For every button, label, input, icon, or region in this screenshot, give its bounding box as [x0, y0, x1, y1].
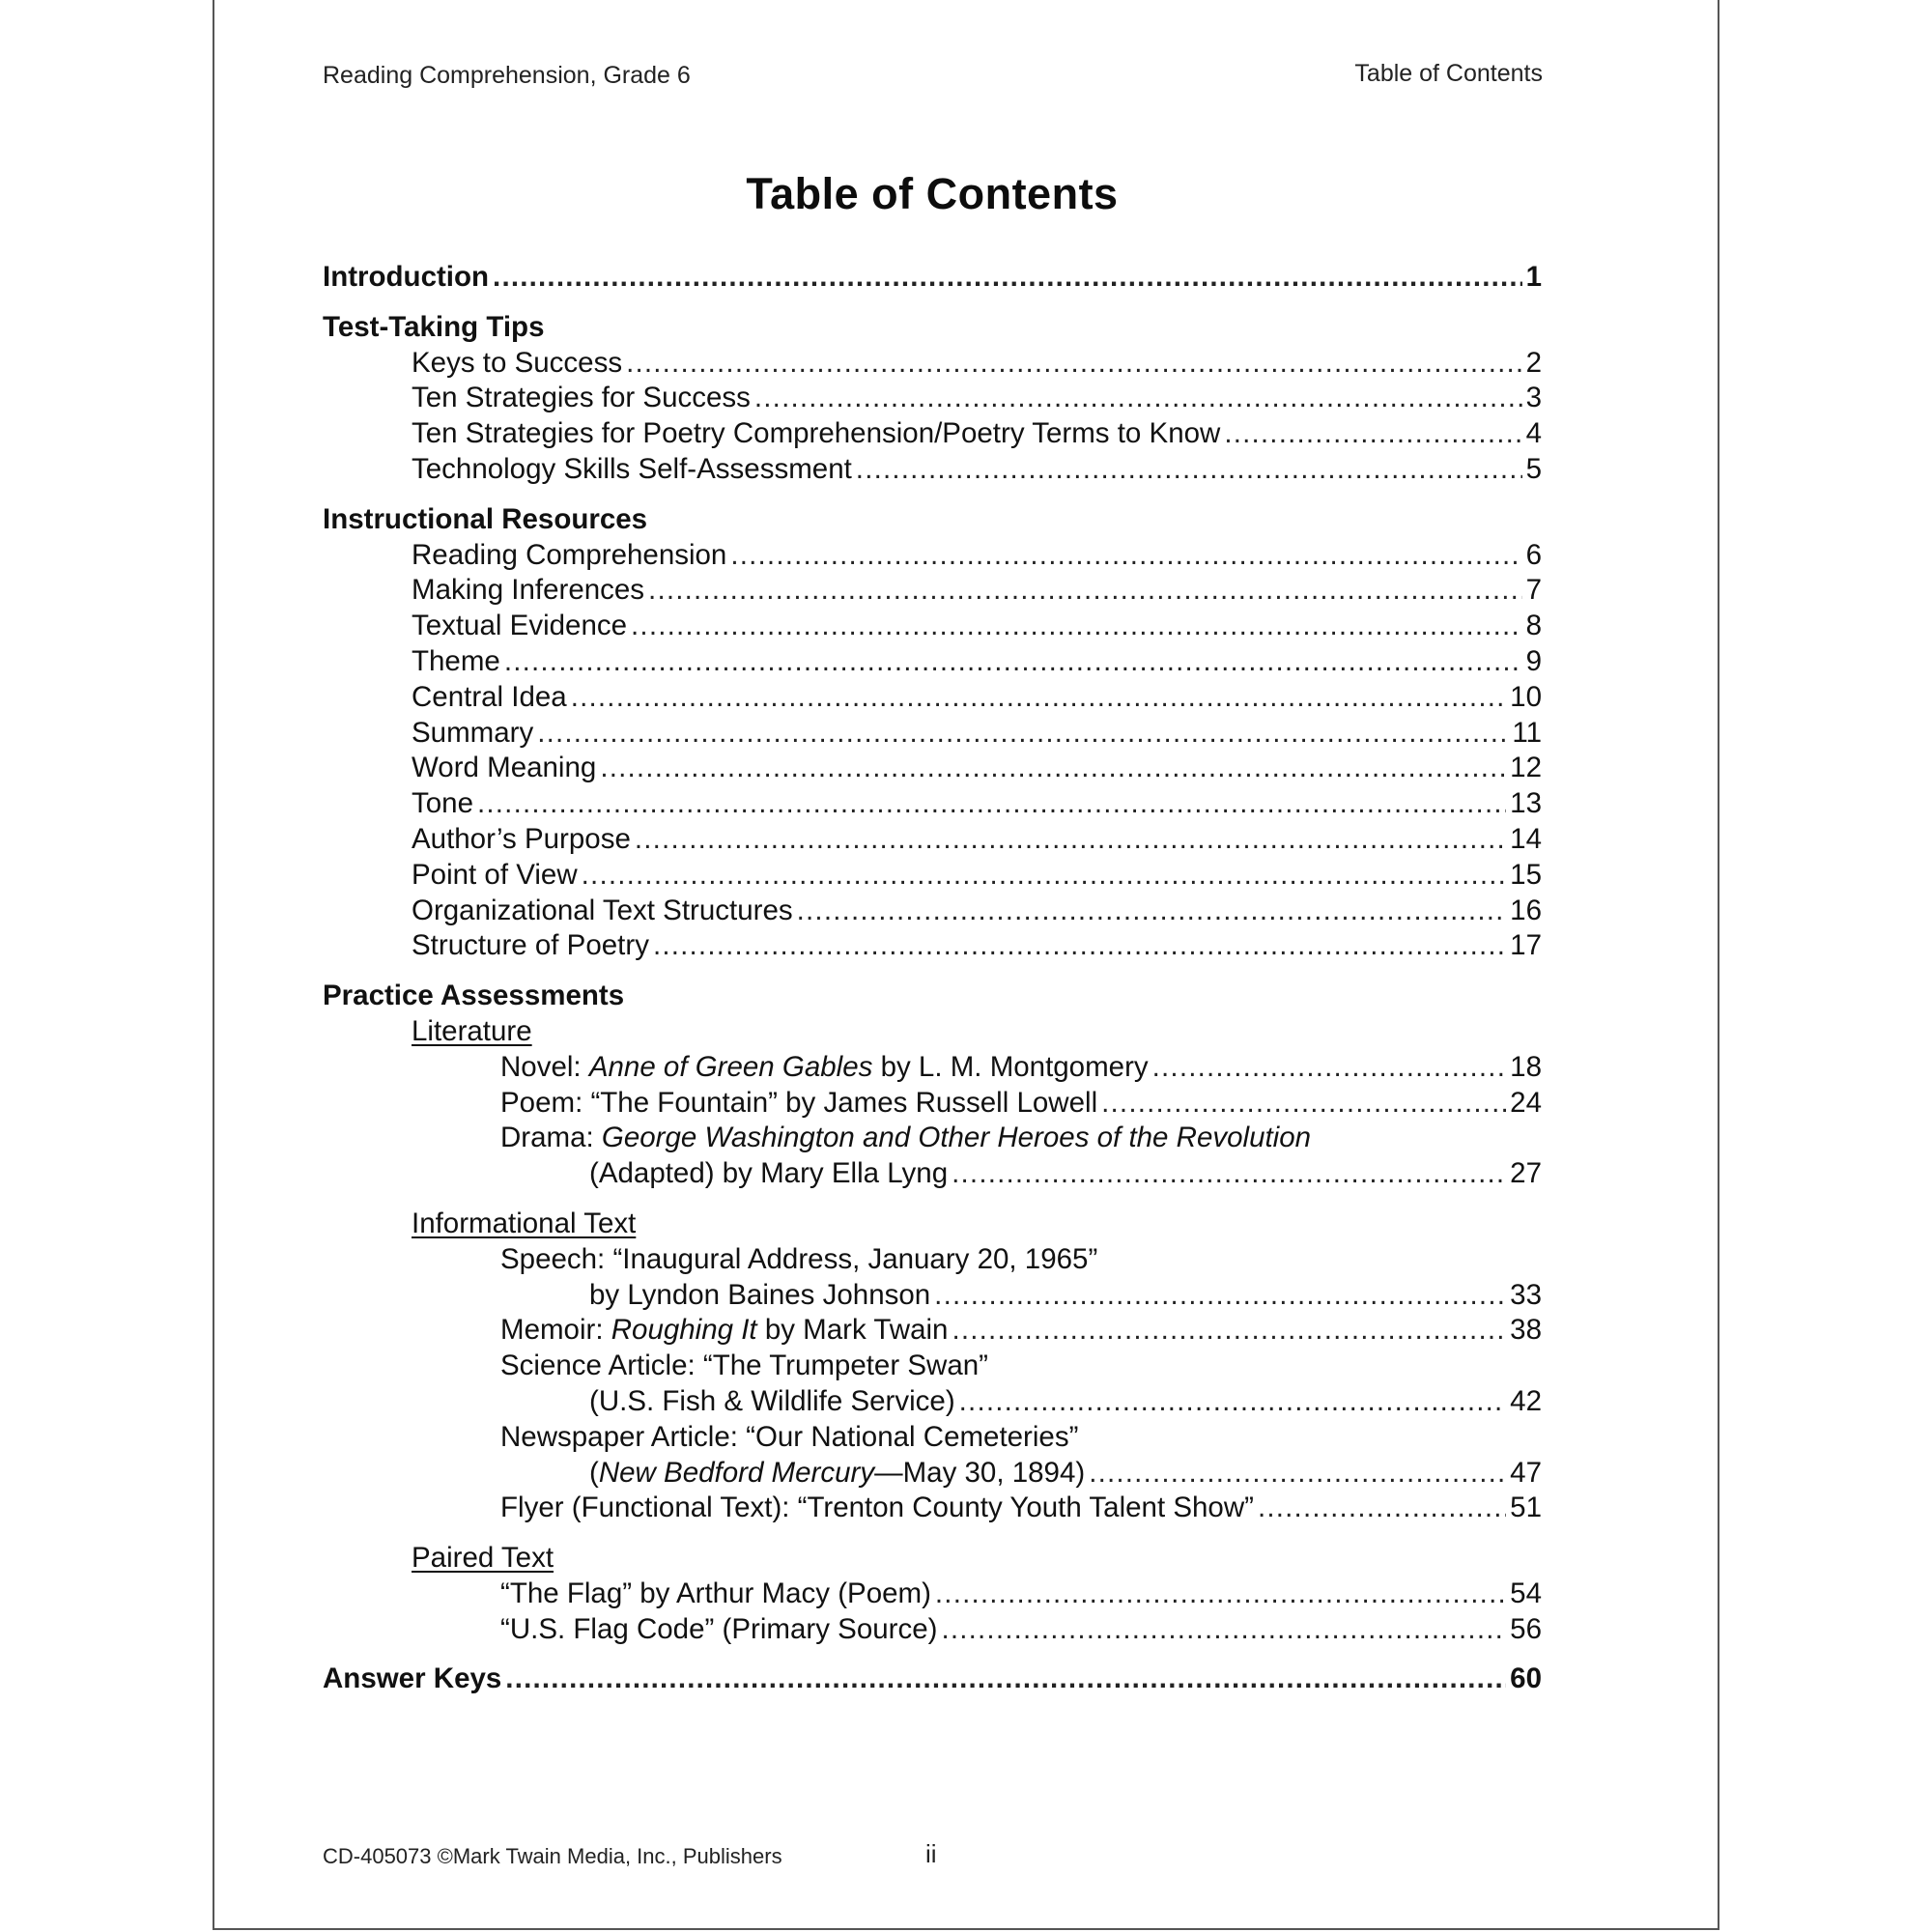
dot-leader: [1101, 1087, 1506, 1120]
entry-suffix: by L. M. Montgomery: [872, 1050, 1149, 1083]
entry-suffix: —May 30, 1894): [874, 1456, 1086, 1489]
toc-page-number: 51: [1510, 1492, 1542, 1524]
toc-entry-label: Textual Evidence: [412, 610, 628, 642]
running-head-book-title: Reading Comprehension, Grade 6: [323, 62, 691, 89]
entry-prefix: (: [589, 1456, 599, 1489]
entry-title-italic: Anne of Green Gables: [588, 1050, 873, 1083]
toc-page-number: 2: [1525, 346, 1542, 379]
toc-entry-poem[interactable]: [323, 1087, 1542, 1122]
toc-entry[interactable]: [323, 929, 1542, 965]
toc-entry-novel[interactable]: [323, 1051, 1542, 1087]
toc-page-number: 27: [1510, 1157, 1542, 1190]
dot-leader: [959, 1385, 1507, 1418]
toc-entry-label: (Adapted) by Mary Ella Lyng: [589, 1157, 949, 1190]
toc-entry[interactable]: [323, 787, 1542, 823]
toc-entry[interactable]: [323, 382, 1542, 417]
toc-entry-flyer[interactable]: [323, 1492, 1542, 1527]
toc-entry[interactable]: [323, 859, 1542, 895]
toc-entry-label: Reading Comprehension: [412, 538, 727, 571]
page-title: Table of Contents: [746, 169, 1119, 218]
toc-page-number: 42: [1510, 1384, 1542, 1417]
subsection-heading-label: Informational Text: [412, 1207, 637, 1239]
subsection-heading-informational-text: [323, 1208, 1542, 1243]
footer-page-number: ii: [925, 1839, 937, 1868]
toc-entry-label: Ten Strategies for Success: [412, 382, 751, 414]
dot-leader: [631, 610, 1522, 642]
toc-entry-label: Making Inferences: [412, 574, 645, 607]
toc-entry[interactable]: [323, 717, 1542, 753]
dot-leader: [1089, 1457, 1506, 1490]
toc-page-number: 47: [1510, 1456, 1542, 1489]
dot-leader: [537, 717, 1508, 750]
dot-leader: [952, 1157, 1506, 1190]
subsection-heading-literature: [323, 1015, 1542, 1051]
toc-entry-label: Tone: [412, 787, 473, 820]
dot-leader: [1224, 417, 1521, 450]
toc-page-number: 7: [1525, 574, 1542, 607]
toc-page-number: 4: [1525, 417, 1542, 450]
toc-entry-label: Word Meaning: [412, 752, 597, 784]
section-heading-label: Practice Assessments: [323, 980, 625, 1012]
toc-page-number: 8: [1525, 610, 1542, 642]
toc-entry-label: Summary: [412, 716, 534, 749]
toc-entry-introduction[interactable]: [323, 261, 1542, 297]
toc-entry[interactable]: [323, 574, 1542, 610]
dot-leader: [582, 859, 1507, 892]
toc-entry-label: Flyer (Functional Text): “Trenton County Youth Talent Show”: [500, 1492, 1254, 1524]
toc-page-number: 12: [1510, 752, 1542, 784]
toc-entry-newspaper-line2[interactable]: [323, 1457, 1542, 1492]
dot-leader: [856, 453, 1522, 486]
toc-entry[interactable]: [323, 610, 1542, 645]
toc-entry-label: Answer Keys: [323, 1662, 502, 1695]
entry-title-italic: George Washington and Other Heroes of the Revolution: [601, 1122, 1312, 1154]
dot-leader: [952, 1314, 1506, 1347]
toc-entry[interactable]: [323, 539, 1542, 575]
dot-leader: [1152, 1051, 1507, 1084]
toc-entry-memoir[interactable]: [323, 1314, 1542, 1350]
dot-leader: [653, 929, 1506, 962]
toc-entry-drama-line1[interactable]: [323, 1122, 1542, 1157]
toc-entry[interactable]: [323, 453, 1542, 489]
dot-leader: [504, 645, 1522, 678]
running-head-section: Table of Contents: [1354, 60, 1543, 87]
toc-page-number: 33: [1510, 1278, 1542, 1311]
section-heading-label: Instructional Resources: [323, 502, 648, 535]
toc-entry-label: Technology Skills Self-Assessment: [412, 452, 852, 485]
toc-entry-label: [500, 1051, 1149, 1084]
toc-page-number: 60: [1510, 1662, 1542, 1695]
dot-leader: [505, 1662, 1506, 1695]
dot-leader: [730, 539, 1521, 572]
footer-publisher: CD-405073 ©Mark Twain Media, Inc., Publishers: [323, 1844, 782, 1868]
dot-leader: [1258, 1492, 1506, 1524]
dot-leader: [754, 382, 1522, 414]
toc-page-number: 6: [1525, 538, 1542, 571]
dot-leader: [477, 787, 1506, 820]
toc-page-number: 1: [1525, 261, 1542, 293]
dot-leader: [635, 823, 1506, 856]
toc-entry-label: Theme: [412, 644, 500, 677]
section-heading-practice-assessments: [323, 980, 1542, 1015]
subsection-heading-label: Literature: [412, 1014, 532, 1047]
toc-page-number: 18: [1510, 1050, 1542, 1083]
toc-entry-label: Central Idea: [412, 680, 567, 713]
toc-entry[interactable]: [323, 1613, 1542, 1649]
toc-entry-label: Ten Strategies for Poetry Comprehension/Poetry Terms to Know: [412, 417, 1221, 450]
toc-page-number: 38: [1510, 1314, 1542, 1347]
toc-entry[interactable]: [323, 347, 1542, 383]
toc-entry-drama-line2[interactable]: [323, 1157, 1542, 1193]
dot-leader: [941, 1613, 1506, 1646]
toc-entry[interactable]: [323, 645, 1542, 681]
toc-entry-label: Keys to Success: [412, 346, 623, 379]
entry-prefix: Novel:: [500, 1050, 589, 1083]
toc-page-number: 54: [1510, 1577, 1542, 1609]
entry-title-italic: New Bedford Mercury: [598, 1456, 875, 1489]
entry-prefix: Drama:: [500, 1122, 602, 1154]
toc-entry-answer-keys[interactable]: [323, 1662, 1542, 1698]
section-heading-test-taking-tips: [323, 311, 1542, 347]
toc-entry-label: “The Flag” by Arthur Macy (Poem): [500, 1577, 931, 1609]
section-heading-label: Test-Taking Tips: [323, 310, 545, 343]
toc-page-number: 5: [1525, 452, 1542, 485]
entry-title-italic: Roughing It: [611, 1314, 757, 1347]
subsection-heading-paired-text: [323, 1542, 1542, 1577]
toc-entry-label: Newspaper Article: “Our National Cemeteries”: [500, 1420, 1079, 1453]
toc-page-number: 11: [1512, 716, 1542, 749]
toc-page-number: 17: [1510, 929, 1542, 962]
toc-entry-speech-line2[interactable]: [323, 1279, 1542, 1315]
dot-leader: [934, 1279, 1506, 1312]
toc-entry[interactable]: [323, 417, 1542, 453]
toc-entry-label: Poem: “The Fountain” by James Russell Lowell: [500, 1086, 1098, 1119]
toc-entry-label: Author’s Purpose: [412, 822, 631, 855]
toc-entry-science-line2[interactable]: [323, 1385, 1542, 1421]
toc-entry[interactable]: [323, 752, 1542, 787]
toc-page-number: 3: [1525, 382, 1542, 414]
toc-entry-label: (U.S. Fish & Wildlife Service): [589, 1384, 955, 1417]
toc-entry-label: [500, 1314, 948, 1347]
toc-page-number: 13: [1510, 787, 1542, 820]
subsection-heading-label: Paired Text: [412, 1542, 554, 1575]
dot-leader: [648, 574, 1522, 607]
toc-entry-newspaper-line1[interactable]: [323, 1421, 1542, 1457]
toc-page-number: 24: [1510, 1086, 1542, 1119]
toc-entry[interactable]: [323, 895, 1542, 930]
dot-leader: [571, 681, 1506, 714]
toc-entry-label: “U.S. Flag Code” (Primary Source): [500, 1612, 938, 1645]
toc-entry-label: Science Article: “The Trumpeter Swan”: [500, 1350, 988, 1382]
dot-leader: [797, 895, 1507, 927]
toc-page-number: 10: [1510, 680, 1542, 713]
toc-entry-label: [500, 1122, 1311, 1154]
toc-entry-label: Speech: “Inaugural Address, January 20, 1965”: [500, 1242, 1098, 1275]
dot-leader: [935, 1577, 1506, 1610]
section-heading-instructional-resources: [323, 503, 1542, 539]
dot-leader: [626, 347, 1522, 380]
dot-leader: [600, 752, 1506, 784]
entry-suffix: by Mark Twain: [756, 1314, 949, 1347]
entry-prefix: Memoir:: [500, 1314, 611, 1347]
table-of-contents: [323, 261, 1542, 1698]
toc-entry-label: Introduction: [323, 261, 490, 293]
toc-entry[interactable]: [323, 681, 1542, 717]
toc-entry-label: [589, 1457, 1085, 1490]
toc-page-number: 56: [1510, 1612, 1542, 1645]
toc-page-number: 9: [1525, 644, 1542, 677]
toc-entry-science-line1[interactable]: [323, 1350, 1542, 1385]
toc-entry[interactable]: [323, 1577, 1542, 1613]
toc-entry-label: Structure of Poetry: [412, 929, 649, 962]
toc-page-number: 14: [1510, 822, 1542, 855]
toc-entry-speech-line1[interactable]: [323, 1243, 1542, 1279]
toc-page-number: 16: [1510, 894, 1542, 926]
toc-page-number: 15: [1510, 858, 1542, 891]
toc-entry-label: by Lyndon Baines Johnson: [589, 1278, 931, 1311]
dot-leader: [493, 261, 1522, 294]
toc-entry-label: Point of View: [412, 858, 578, 891]
toc-entry-label: Organizational Text Structures: [412, 894, 793, 926]
toc-entry[interactable]: [323, 823, 1542, 859]
